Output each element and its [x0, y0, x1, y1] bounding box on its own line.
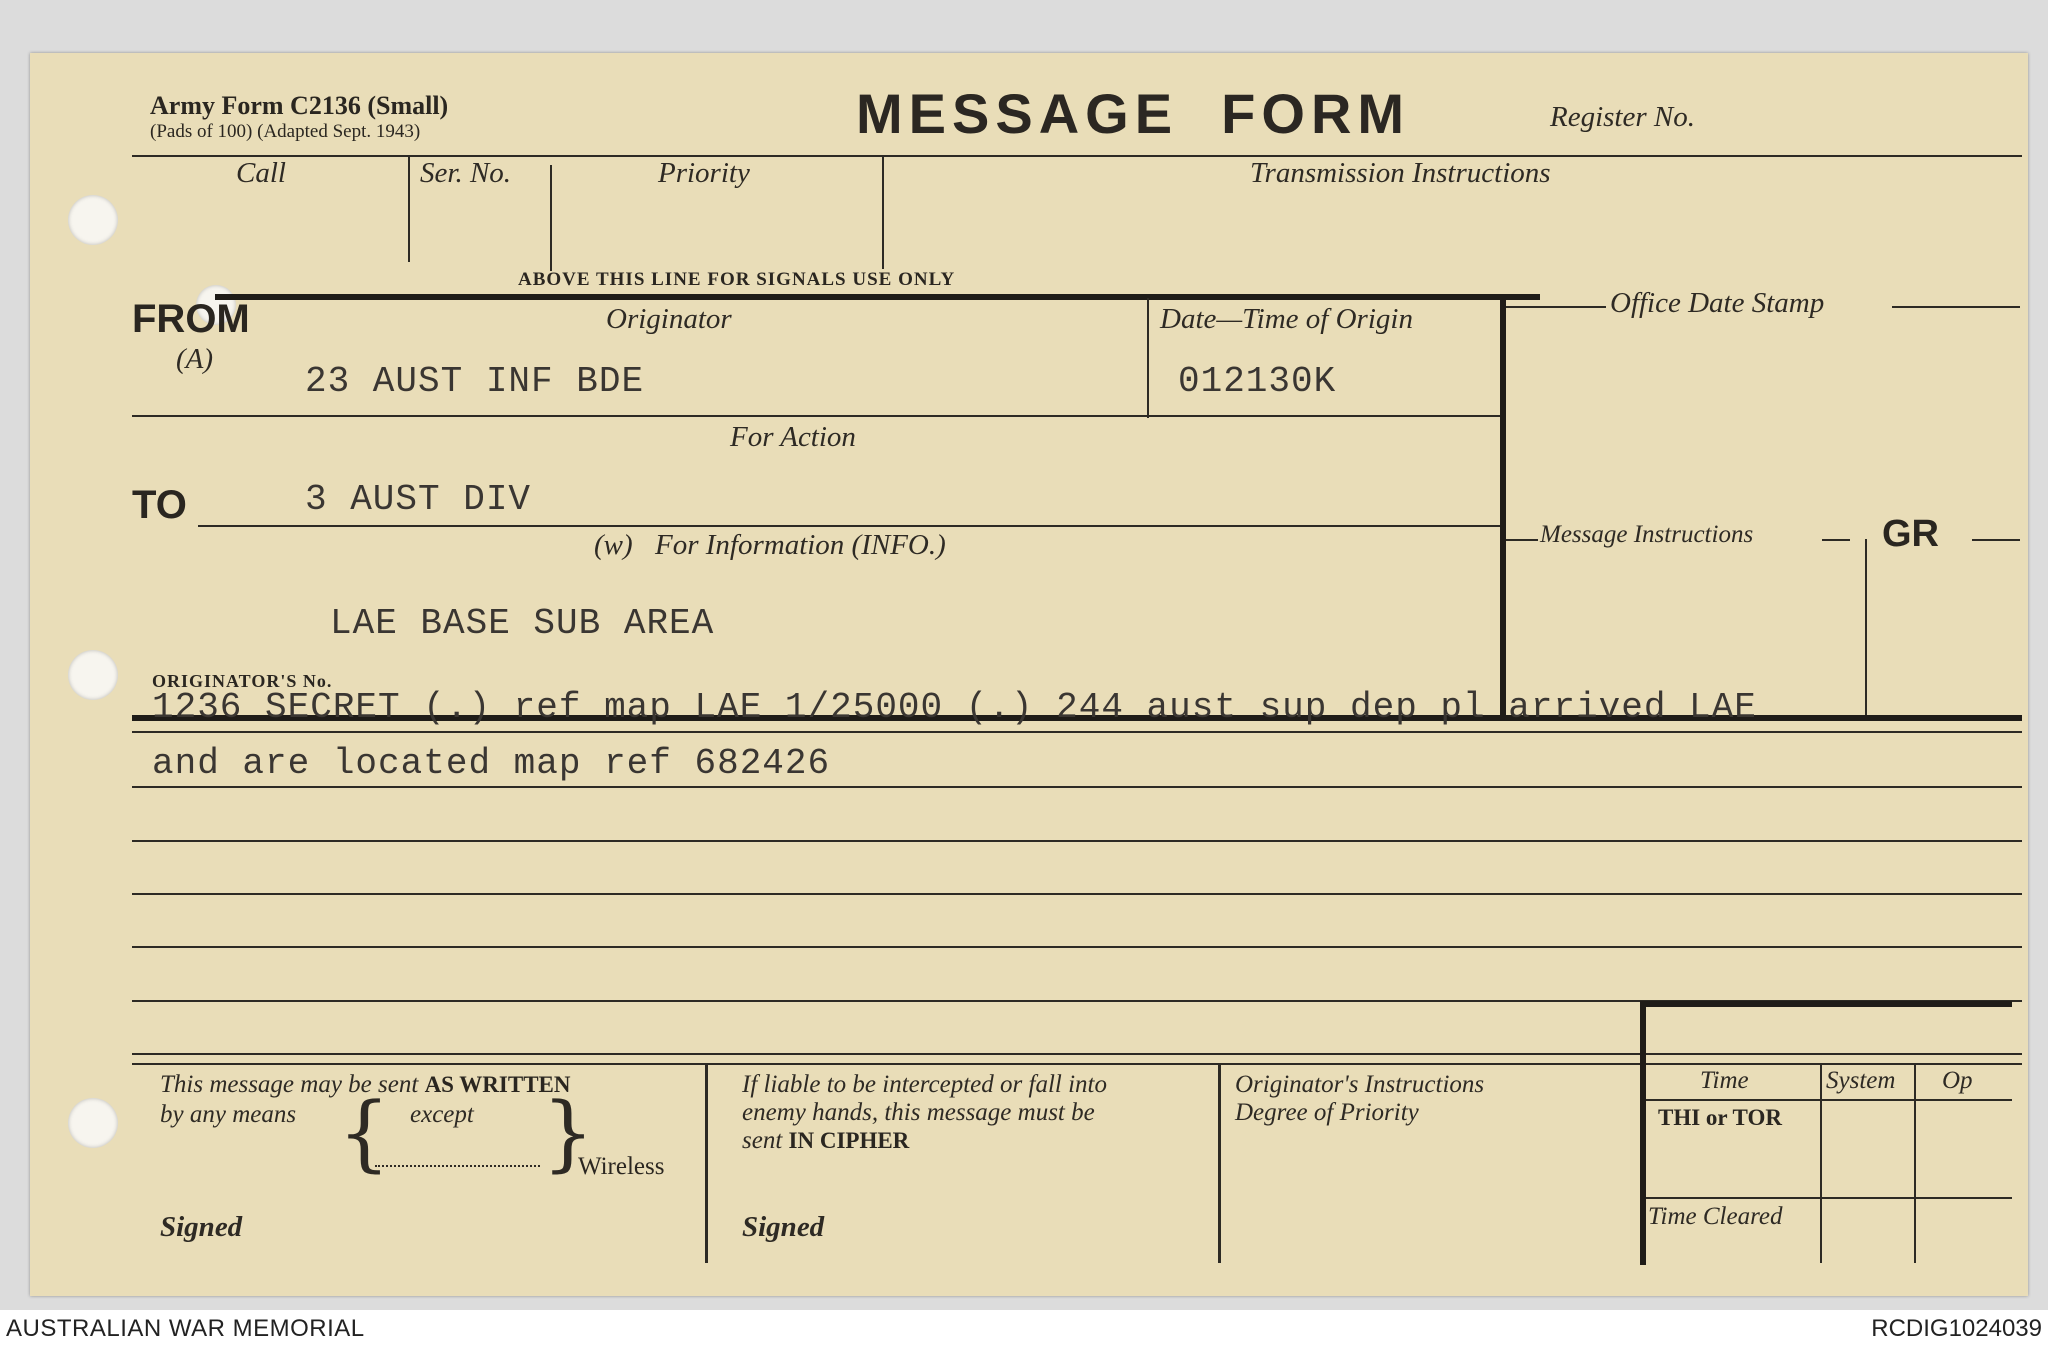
- box-top-thick: [215, 294, 1540, 300]
- originators-no-label: ORIGINATOR'S No.: [152, 671, 333, 691]
- cipher-line-3-a: sent: [742, 1127, 783, 1154]
- message-rule-2: [132, 786, 2022, 788]
- message-rule-7: [132, 1053, 2022, 1055]
- signed-label-2: Signed: [742, 1211, 825, 1243]
- instr-rule-left: [1506, 539, 1538, 541]
- stamp-rule-right: [1892, 306, 2020, 308]
- originator-value: 23 AUST INF BDE: [305, 361, 645, 402]
- divider-op: [1914, 1065, 1916, 1263]
- divider-ser: [550, 165, 552, 271]
- office-date-stamp: Office Date Stamp: [1610, 287, 1825, 319]
- time-box-top: [1640, 1001, 2012, 1007]
- in-cipher: IN CIPHER: [788, 1128, 910, 1153]
- message-form-card: [30, 53, 2028, 1296]
- form-subtitle: (Pads of 100) (Adapted Sept. 1943): [150, 121, 421, 142]
- rule-to: [198, 525, 1500, 527]
- cipher-line-1: If liable to be intercepted or fall into: [742, 1071, 1107, 1098]
- degree-of-priority: Degree of Priority: [1235, 1099, 1419, 1126]
- message-instructions: Message Instructions: [1540, 521, 1754, 548]
- time-middle-rule: [1646, 1197, 2012, 1199]
- instr-rule-right: [1822, 539, 1850, 541]
- divider-gr: [1865, 539, 1867, 715]
- form-title: MESSAGE FORM: [856, 82, 1411, 145]
- sent-line-2: by any means: [160, 1101, 297, 1128]
- for-information-label: For Information (INFO.): [655, 529, 946, 561]
- brace-left: {: [338, 1086, 391, 1181]
- punch-hole-middle: [68, 650, 118, 700]
- dto-value: 012130K: [1178, 361, 1337, 402]
- time-cleared-label: Time Cleared: [1648, 1203, 1783, 1230]
- divider-system: [1820, 1065, 1822, 1263]
- sent-line-1-a: This message may be sent: [160, 1071, 419, 1098]
- footer-record-id: RCDIG1024039: [1871, 1315, 2042, 1342]
- form-id: Army Form C2136 (Small): [150, 91, 449, 120]
- thi-or-tor-label: THI or TOR: [1658, 1105, 1782, 1130]
- divider-priority: [882, 157, 884, 269]
- for-action-label: For Action: [730, 421, 856, 453]
- message-rule-3: [132, 840, 2022, 842]
- dto-label: Date—Time of Origin: [1160, 303, 1413, 335]
- stamp-rule-left: [1506, 306, 1606, 308]
- brace-right: }: [542, 1086, 595, 1181]
- divider-bottom-2: [1218, 1065, 1221, 1263]
- info-value: LAE BASE SUB AREA: [330, 603, 715, 644]
- gr-rule-right: [1972, 539, 2020, 541]
- except-label: except: [410, 1101, 474, 1128]
- message-line-2: and are located map ref 682426: [152, 743, 831, 784]
- archive-footer: [0, 1310, 2048, 1347]
- divider-bottom-1: [705, 1065, 708, 1263]
- punch-hole-bottom: [68, 1098, 118, 1148]
- a-label: (A): [176, 343, 214, 375]
- call-label: Call: [236, 157, 286, 189]
- footer-institution: AUSTRALIAN WAR MEMORIAL: [6, 1315, 365, 1342]
- punch-hole-top: [68, 195, 118, 245]
- system-label: System: [1826, 1067, 1896, 1094]
- priority-label: Priority: [658, 157, 750, 189]
- signed-label-1: Signed: [160, 1211, 243, 1243]
- wireless-label: Wireless: [578, 1153, 665, 1180]
- signals-use-note: ABOVE THIS LINE FOR SIGNALS USE ONLY: [518, 269, 956, 290]
- message-rule-8: [132, 1063, 2022, 1065]
- from-label: FROM: [132, 297, 250, 341]
- cipher-line-2: enemy hands, this message must be: [742, 1099, 1095, 1126]
- except-dotted-field: [375, 1165, 540, 1167]
- time-label: Time: [1700, 1067, 1749, 1094]
- w-label: (w): [594, 529, 633, 561]
- originators-instructions: Originator's Instructions: [1235, 1071, 1485, 1098]
- originator-label: Originator: [606, 303, 732, 335]
- ser-no-label: Ser. No.: [420, 157, 512, 189]
- to-label: TO: [132, 483, 187, 527]
- transmission-label: Transmission Instructions: [1250, 157, 1551, 189]
- message-rule-4: [132, 893, 2022, 895]
- cipher-line-3: [742, 1127, 909, 1155]
- op-label: Op: [1942, 1067, 1973, 1094]
- to-value: 3 AUST DIV: [305, 479, 532, 520]
- message-line-1: 1236 SECRET (.) ref map LAE 1/25000 (.) 244 aust sup dep pl arrived LAE: [152, 687, 1757, 728]
- rule-from-bottom: [132, 415, 1500, 417]
- divider-dto: [1147, 298, 1149, 418]
- message-rule-1: [132, 731, 2022, 733]
- divider-call: [408, 157, 410, 262]
- message-rule-5: [132, 946, 2022, 948]
- time-header-rule: [1646, 1099, 2012, 1101]
- gr-label: GR: [1882, 513, 1939, 555]
- as-written: AS WRITTEN: [424, 1072, 571, 1097]
- time-box-left: [1640, 1001, 1646, 1265]
- rule-top: [132, 155, 2022, 157]
- box-right-thick: [1500, 294, 1506, 720]
- register-no-label: Register No.: [1550, 101, 1695, 133]
